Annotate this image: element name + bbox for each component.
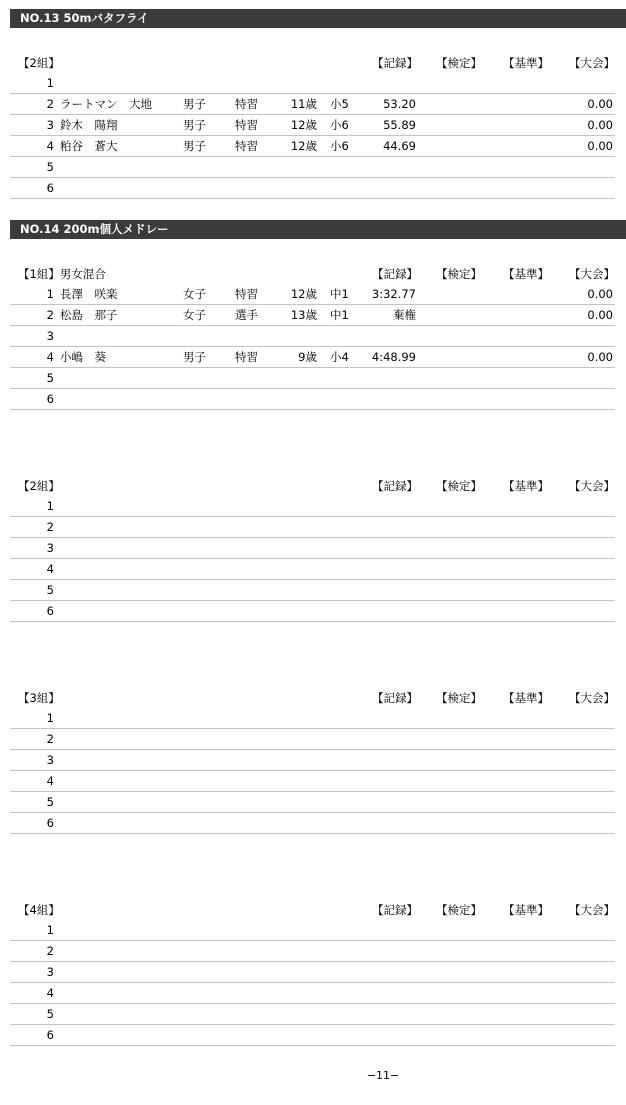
kijun-header: 【基準】 xyxy=(503,56,549,70)
kentei-header: 【検定】 xyxy=(436,479,482,493)
lane-number: 2 xyxy=(46,97,54,111)
swimmer-sex: 女子 xyxy=(183,308,206,322)
swimmer-grade: 中1 xyxy=(330,287,349,301)
lane-row xyxy=(10,729,615,750)
lane-number: 4 xyxy=(46,774,54,788)
lane-number: 2 xyxy=(46,308,54,322)
group-header-row xyxy=(0,688,626,708)
lane-row xyxy=(10,284,615,305)
lane-row xyxy=(10,157,615,178)
swimmer-name: ラートマン 大地 xyxy=(60,97,152,111)
lane-row xyxy=(10,601,615,622)
group-header-row xyxy=(0,476,626,496)
swimmer-sex: 男子 xyxy=(183,97,206,111)
group-block xyxy=(0,900,626,1046)
group-name: 【4組】 xyxy=(18,903,60,917)
event-header: NO.13 50mバタフライ xyxy=(10,9,626,28)
swimmer-name: 長澤 咲楽 xyxy=(60,287,118,301)
taikai-header: 【大会】 xyxy=(569,56,615,70)
swimmer-name: 松島 那子 xyxy=(60,308,118,322)
kijun-header: 【基準】 xyxy=(503,903,549,917)
lane-number: 4 xyxy=(46,986,54,1000)
lane-row xyxy=(10,389,615,410)
swimmer-name: 粕谷 蒼大 xyxy=(60,139,118,153)
lane-number: 4 xyxy=(46,139,54,153)
lane-number: 1 xyxy=(46,287,54,301)
swimmer-age: 12歳 xyxy=(290,287,317,301)
kentei-header: 【検定】 xyxy=(436,691,482,705)
group-block xyxy=(0,688,626,834)
lane-number: 2 xyxy=(46,732,54,746)
taikai-record: 0.00 xyxy=(587,139,613,153)
lane-row xyxy=(10,368,615,389)
lane-row xyxy=(10,1025,615,1046)
lane-row xyxy=(10,813,615,834)
lane-number: 6 xyxy=(46,181,54,195)
entry-record: 3:32.77 xyxy=(371,287,416,301)
lane-number: 3 xyxy=(46,965,54,979)
taikai-header: 【大会】 xyxy=(569,903,615,917)
lane-number: 3 xyxy=(46,329,54,343)
lane-row xyxy=(10,347,615,368)
taikai-record: 0.00 xyxy=(587,287,613,301)
lane-number: 5 xyxy=(46,371,54,385)
kijun-header: 【基準】 xyxy=(503,479,549,493)
lane-number: 5 xyxy=(46,583,54,597)
swimmer-grade: 小6 xyxy=(330,139,349,153)
lane-row xyxy=(10,983,615,1004)
lane-row xyxy=(10,559,615,580)
swimmer-category: 特習 xyxy=(235,350,258,364)
lane-row xyxy=(10,538,615,559)
record-header: 【記録】 xyxy=(372,691,418,705)
lane-number: 1 xyxy=(46,499,54,513)
swimmer-age: 12歳 xyxy=(290,139,317,153)
taikai-header: 【大会】 xyxy=(569,479,615,493)
kentei-header: 【検定】 xyxy=(436,267,482,281)
lane-number: 6 xyxy=(46,392,54,406)
lane-row xyxy=(10,941,615,962)
lane-number: 2 xyxy=(46,944,54,958)
record-header: 【記録】 xyxy=(372,56,418,70)
lane-number: 1 xyxy=(46,923,54,937)
lane-number: 2 xyxy=(46,520,54,534)
group-name: 【3組】 xyxy=(18,691,60,705)
lane-number: 5 xyxy=(46,160,54,174)
kijun-header: 【基準】 xyxy=(503,691,549,705)
swimmer-category: 特習 xyxy=(235,118,258,132)
group-header-row xyxy=(0,53,626,73)
event-header: NO.14 200m個人メドレー xyxy=(10,220,626,239)
swimmer-category: 特習 xyxy=(235,97,258,111)
group-header-row xyxy=(0,264,626,284)
swimmer-age: 13歳 xyxy=(290,308,317,322)
kentei-header: 【検定】 xyxy=(436,903,482,917)
record-header: 【記録】 xyxy=(372,903,418,917)
kentei-header: 【検定】 xyxy=(436,56,482,70)
taikai-record: 0.00 xyxy=(587,308,613,322)
lane-row xyxy=(10,326,615,347)
lane-row xyxy=(10,517,615,538)
lane-row xyxy=(10,792,615,813)
lane-row xyxy=(10,305,615,326)
swimmer-age: 12歳 xyxy=(290,118,317,132)
lane-number: 6 xyxy=(46,604,54,618)
swimmer-sex: 男子 xyxy=(183,118,206,132)
swimmer-grade: 小6 xyxy=(330,118,349,132)
page-number: −11− xyxy=(366,1069,400,1082)
lane-row xyxy=(10,73,615,94)
lane-row xyxy=(10,1004,615,1025)
lane-number: 6 xyxy=(46,816,54,830)
entry-record: 4:48.99 xyxy=(371,350,416,364)
lane-row xyxy=(10,962,615,983)
taikai-record: 0.00 xyxy=(587,350,613,364)
lane-number: 3 xyxy=(46,118,54,132)
entry-record: 棄権 xyxy=(393,308,416,322)
group-header-row xyxy=(0,900,626,920)
lane-row xyxy=(10,115,615,136)
swimmer-category: 特習 xyxy=(235,139,258,153)
lane-row xyxy=(10,580,615,601)
lane-number: 5 xyxy=(46,1007,54,1021)
lane-number: 3 xyxy=(46,753,54,767)
taikai-header: 【大会】 xyxy=(569,267,615,281)
swimmer-sex: 男子 xyxy=(183,350,206,364)
swimmer-sex: 女子 xyxy=(183,287,206,301)
lane-row xyxy=(10,708,615,729)
lane-number: 1 xyxy=(46,76,54,90)
swimmer-category: 特習 xyxy=(235,287,258,301)
record-header: 【記録】 xyxy=(372,267,418,281)
taikai-header: 【大会】 xyxy=(569,691,615,705)
lane-row xyxy=(10,136,615,157)
lane-number: 3 xyxy=(46,541,54,555)
swimmer-category: 選手 xyxy=(235,308,258,322)
lane-number: 1 xyxy=(46,711,54,725)
group-name: 【2組】 xyxy=(18,56,60,70)
entry-record: 53.20 xyxy=(383,97,416,111)
swimmer-name: 鈴木 陽翔 xyxy=(60,118,118,132)
lane-number: 4 xyxy=(46,562,54,576)
lane-row xyxy=(10,496,615,517)
lane-number: 5 xyxy=(46,795,54,809)
group-block xyxy=(0,476,626,622)
lane-row xyxy=(10,750,615,771)
group-block xyxy=(0,264,626,410)
lane-row xyxy=(10,920,615,941)
entry-record: 44.69 xyxy=(383,139,416,153)
lane-number: 6 xyxy=(46,1028,54,1042)
kijun-header: 【基準】 xyxy=(503,267,549,281)
taikai-record: 0.00 xyxy=(587,118,613,132)
swimmer-sex: 男子 xyxy=(183,139,206,153)
lane-number: 4 xyxy=(46,350,54,364)
group-name: 【2組】 xyxy=(18,479,60,493)
lane-row xyxy=(10,178,615,199)
swimmer-grade: 中1 xyxy=(330,308,349,322)
swimmer-age: 11歳 xyxy=(290,97,317,111)
record-header: 【記録】 xyxy=(372,479,418,493)
swimmer-name: 小嶋 葵 xyxy=(60,350,106,364)
lane-row xyxy=(10,94,615,115)
entry-record: 55.89 xyxy=(383,118,416,132)
taikai-record: 0.00 xyxy=(587,97,613,111)
swimmer-grade: 小5 xyxy=(330,97,349,111)
swimmer-grade: 小4 xyxy=(330,350,349,364)
swimmer-age: 9歳 xyxy=(298,350,317,364)
lane-row xyxy=(10,771,615,792)
group-name: 【1組】男女混合 xyxy=(18,267,106,281)
group-block xyxy=(0,53,626,199)
